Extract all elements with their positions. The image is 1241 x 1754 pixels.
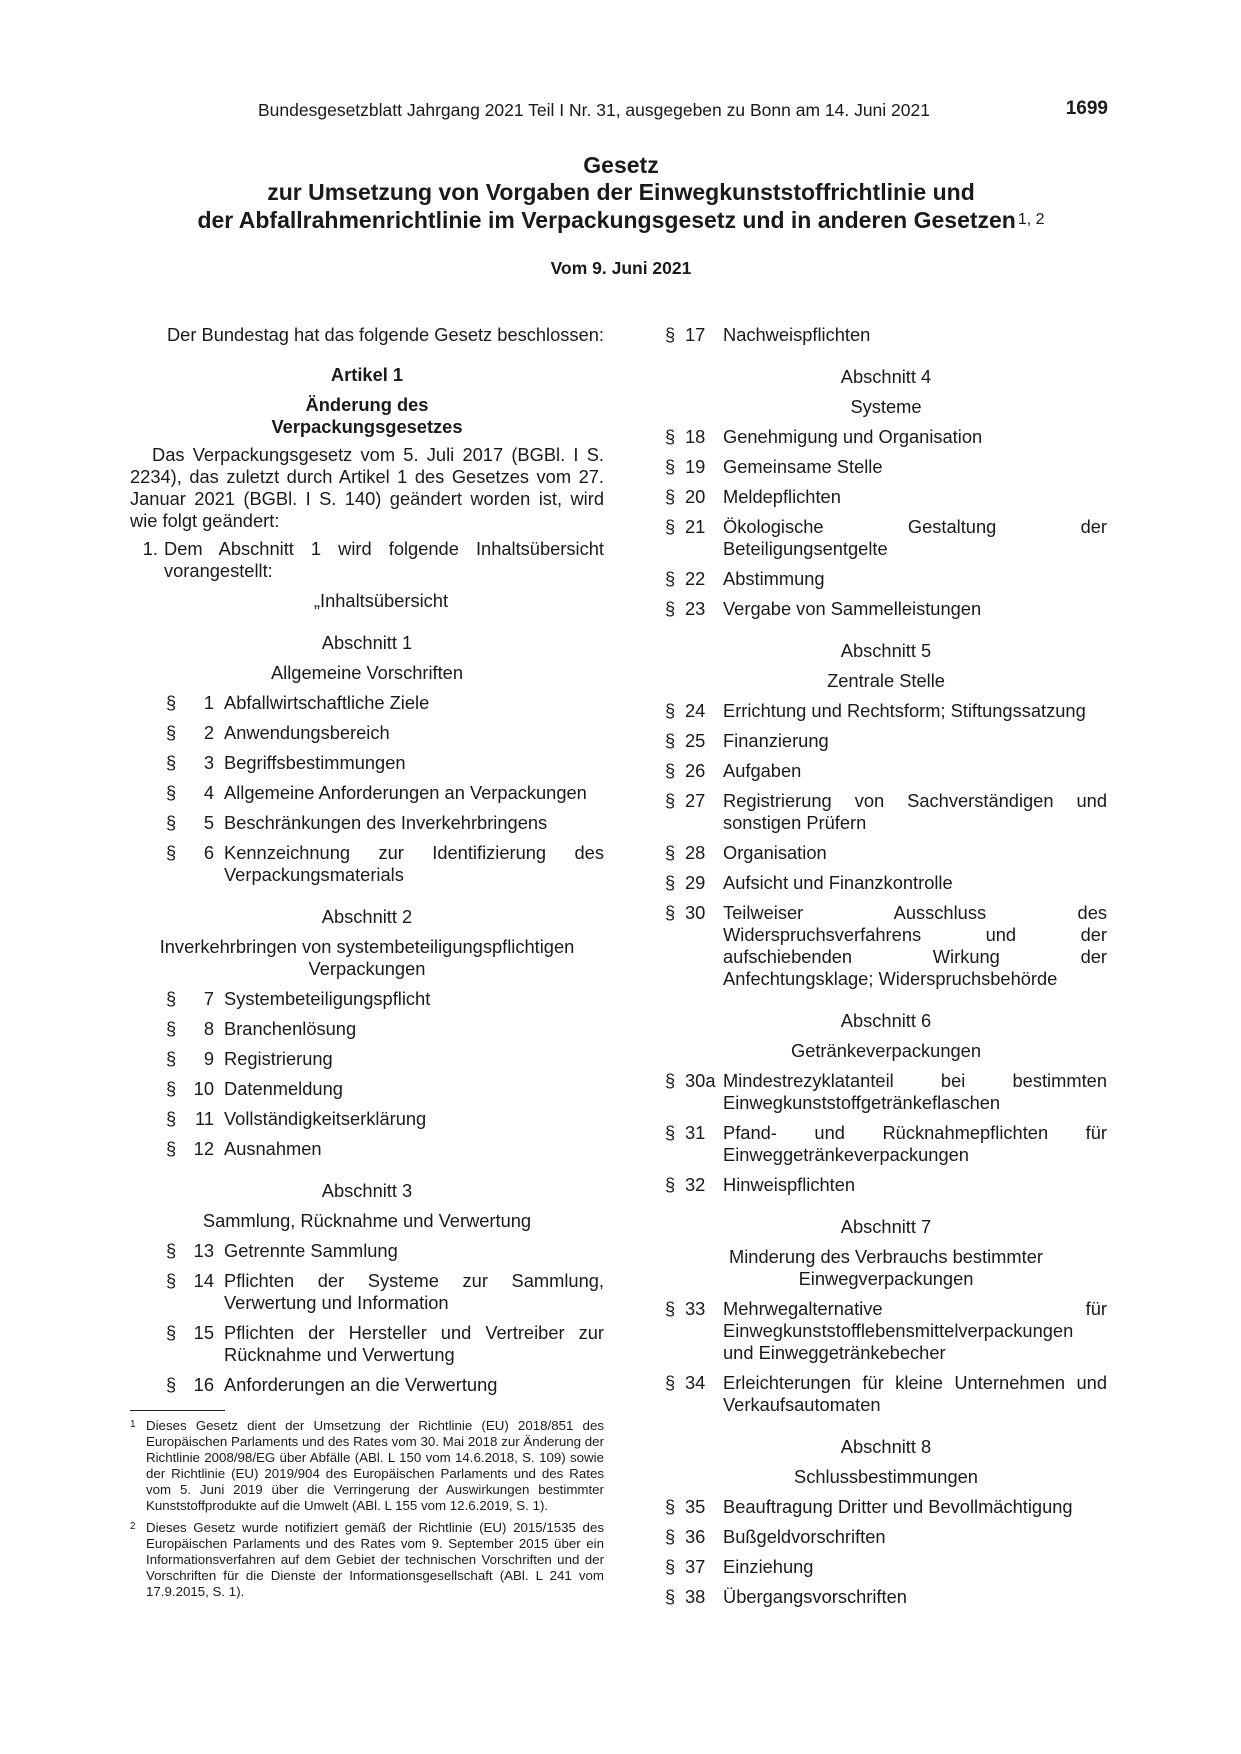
section-title: Beschränkungen des Inverkehrbringens [224,812,548,833]
section-symbol: § [665,760,676,781]
section-symbol: § [166,1240,177,1261]
section-group-label: Abschnitt 8 [840,1436,932,1457]
section-title: Ökologische Gestaltung der Beteiligungsentgelte [723,516,1107,559]
running-header [258,100,1108,126]
toc-entry [130,1138,604,1160]
section-number: 6 [203,842,214,863]
section-symbol: § [166,1108,177,1129]
section-symbol: § [166,1270,177,1291]
section-number: 14 [193,1270,214,1291]
section-number: 34 [685,1372,706,1393]
section-symbol: § [665,1122,676,1143]
toc-entry [665,1298,1107,1364]
footnote [130,1520,604,1600]
section-group-title: Allgemeine Vorschriften [270,662,464,683]
section-number: 4 [203,782,214,803]
section-symbol: § [166,1078,177,1099]
section-symbol: § [665,730,676,751]
running-head-text: Bundesgesetzblatt Jahrgang 2021 Teil I Nr. 31, ausgegeben zu Bonn am 14. Juni 2021 [258,100,930,120]
section-number: 15 [193,1322,214,1343]
section-symbol: § [166,1374,177,1395]
toc-entry [130,1018,604,1040]
section-symbol: § [665,790,676,811]
section-group-title: Minderung des Verbrauchs bestimmter Einwegverpackungen [729,1246,1043,1289]
toc-entry [665,598,1107,620]
section-title: Einziehung [723,1556,814,1577]
section-number: 21 [685,516,706,537]
section-title: Systembeteiligungspflicht [224,988,431,1009]
toc-entry [665,1122,1107,1166]
amendment-item [130,538,604,582]
toc-entry [130,722,604,744]
section-number: 30 [685,902,706,923]
toc-entry [665,1496,1107,1518]
section-number: 3 [203,752,214,773]
section-title: Aufgaben [723,760,802,781]
toc-entry [665,516,1107,560]
section-symbol: § [665,516,676,537]
toc-entry [130,842,604,886]
toc-entry [665,426,1107,448]
left-toc [130,632,604,1396]
toc-entry [665,1174,1107,1196]
section-number: 13 [193,1240,214,1261]
section-number: 35 [685,1496,706,1517]
section-group-title: Systeme [850,396,922,417]
section-symbol: § [166,692,177,713]
section-number: 29 [685,872,706,893]
footnotes [130,1418,604,1606]
section-symbol: § [166,1322,177,1343]
footnote [130,1418,604,1514]
section-symbol: § [665,1070,676,1091]
toc-entry [665,700,1107,722]
section-number: 8 [203,1018,214,1039]
section-number: 28 [685,842,706,863]
section-symbol: § [665,568,676,589]
page-number: 1699 [1065,98,1108,119]
article-paragraph: Das Verpackungsgesetz vom 5. Juli 2017 (BGBl. I S. 2234), das zuletzt durch Artikel 1 des Gesetzes vom 27. Januar 2021 (BGBl. I S. 140) geändert worden ist, wird wie folgt geändert: [130,444,604,531]
section-group-title: Schlussbestimmungen [794,1466,978,1487]
section-group-label: Abschnitt 7 [840,1216,932,1237]
section-symbol: § [665,486,676,507]
section-symbol: § [665,426,676,447]
toc-entry [665,902,1107,990]
toc-entry [665,1526,1107,1548]
section-number: 31 [685,1122,706,1143]
section-group-label: Abschnitt 3 [321,1180,413,1201]
section-title: Getrennte Sammlung [224,1240,398,1261]
section-number: 9 [203,1048,214,1069]
section-title: Datenmeldung [224,1078,343,1099]
footnote-text: Dieses Gesetz wurde notifiziert gemäß der Richtlinie (EU) 2015/1535 des Europäischen Parlaments und des Rates vom 9. September 2015 über ein Informationsverfahren auf dem Gebiet der technischen Vorschriften und der Vorschriften für die Dienste der Informationsgesellschaft (ABl. L 241 vom 17.9.2015, S. 1). [146,1520,604,1599]
section-title: Pfand- und Rücknahmepflichten für Einweggetränkeverpackungen [723,1122,1107,1165]
footnote-mark: 1 [130,1419,136,1430]
section-group-label: Abschnitt 1 [321,632,413,653]
toc-entry [665,568,1107,590]
section-title: Finanzierung [723,730,829,751]
section-symbol: § [166,988,177,1009]
section-number: 37 [685,1556,706,1577]
toc-entry [130,1374,604,1396]
section-symbol: § [665,1526,676,1547]
section-title: Pflichten der Hersteller und Vertreiber zur Rücknahme und Verwertung [224,1322,604,1365]
section-symbol: § [166,752,177,773]
section-number: 5 [203,812,214,833]
title-line-2: zur Umsetzung von Vorgaben der Einwegkunststoffrichtlinie und [267,179,975,205]
title-line-1: Gesetz [583,152,659,178]
section-group-label: Abschnitt 4 [840,366,932,387]
section-number: 26 [685,760,706,781]
section-title: Registrierung von Sachverständigen und sonstigen Prüfern [723,790,1107,833]
toc-entry [130,1108,604,1130]
section-title: Kennzeichnung zur Identifizierung des Verpackungsmaterials [224,842,604,885]
section-symbol: § [665,1174,676,1195]
section-title: Vergabe von Sammelleistungen [723,598,982,619]
section-symbol: § [665,456,676,477]
section-title: Hinweispflichten [723,1174,856,1195]
section-number: 33 [685,1298,706,1319]
section-group-label: Abschnitt 2 [321,906,413,927]
toc-entry [130,782,604,804]
section-symbol: § [665,1586,676,1607]
section-title: Erleichterungen für kleine Unternehmen und Verkaufsautomaten [723,1372,1107,1415]
section-number: 32 [685,1174,706,1195]
footnote-rule [130,1410,225,1411]
toc-heading: „Inhaltsübersicht [313,590,449,611]
toc-entry [665,324,1107,346]
section-number: 23 [685,598,706,619]
article-title [130,394,604,438]
right-column [665,324,1107,1616]
section-symbol: § [166,1138,177,1159]
section-title: Teilweiser Ausschluss des Widerspruchsverfahrens und der aufschiebenden Wirkung der Anfechtungsklage; Widerspruchsbehörde [723,902,1107,989]
amendment-item-text: Dem Abschnitt 1 wird folgende Inhaltsübersicht vorangestellt: [164,538,604,581]
section-symbol: § [166,1048,177,1069]
section-title: Ausnahmen [224,1138,322,1159]
article-title-line-1: Änderung des [305,394,429,415]
section-symbol: § [665,598,676,619]
toc-entry [130,1048,604,1070]
section-title: Anwendungsbereich [224,722,390,743]
section-number: 25 [685,730,706,751]
right-toc [665,366,1107,1608]
toc-entry [130,812,604,834]
footnote-mark: 2 [130,1521,136,1532]
toc-entry [130,1270,604,1314]
section-title: Übergangsvorschriften [723,1586,907,1607]
section-number: 38 [685,1586,706,1607]
section-title: Bußgeldvorschriften [723,1526,886,1547]
law-title [80,152,1162,234]
section-title: Genehmigung und Organisation [723,426,983,447]
section-number: 20 [685,486,706,507]
amendment-item-number: 1. [142,538,158,559]
toc-entry [130,988,604,1010]
section-symbol: § [166,1018,177,1039]
section-symbol: § [665,902,676,923]
section-title: Aufsicht und Finanzkontrolle [723,872,953,893]
section-group-title: Getränkeverpackungen [790,1040,982,1061]
section-title: Vollständigkeitserklärung [224,1108,427,1129]
section-title: Branchenlösung [224,1018,357,1039]
section-title: Beauftragung Dritter und Bevollmächtigung [723,1496,1073,1517]
section-title: Mindestrezyklatanteil bei bestimmten Einwegkunststoffgetränkeflaschen [723,1070,1107,1113]
section-number: 22 [685,568,706,589]
section-number: 12 [193,1138,214,1159]
toc-entry [665,1586,1107,1608]
section-group-title: Zentrale Stelle [827,670,945,691]
section-number: 10 [193,1078,214,1099]
toc-entry [665,1556,1107,1578]
section-number: 17 [685,324,706,345]
law-date: Vom 9. Juni 2021 [550,258,692,278]
toc-entry [130,1240,604,1262]
enacting-clause: Der Bundestag hat das folgende Gesetz beschlossen: [166,324,604,345]
toc-entry [665,790,1107,834]
section-group-label: Abschnitt 6 [840,1010,932,1031]
section-symbol: § [665,872,676,893]
section-number: 36 [685,1526,706,1547]
article-title-line-2: Verpackungsgesetzes [271,416,463,437]
section-title: Registrierung [224,1048,333,1069]
section-number: 2 [203,722,214,743]
section-symbol: § [166,722,177,743]
section-title: Abstimmung [723,568,825,589]
toc-entry [130,692,604,714]
section-symbol: § [665,1298,676,1319]
section-symbol: § [665,1372,676,1393]
article-heading: Artikel 1 [330,364,404,385]
section-number: 7 [203,988,214,1009]
section-title: Pflichten der Systeme zur Sammlung, Verwertung und Information [224,1270,604,1313]
toc-entry [665,486,1107,508]
section-number: 19 [685,456,706,477]
toc-entry [130,1078,604,1100]
toc-entry [130,1322,604,1366]
toc-entry [665,1372,1107,1416]
section-title: Meldepflichten [723,486,841,507]
section-title: Allgemeine Anforderungen an Verpackungen [224,782,587,803]
section-title: Gemeinsame Stelle [723,456,883,477]
section-group-title: Inverkehrbringen von systembeteiligungspflichtigen Verpackungen [159,936,575,979]
section-symbol: § [166,842,177,863]
section-number: 30a [685,1070,716,1091]
toc-entry [665,760,1107,782]
section-symbol: § [166,782,177,803]
section-title: Begriffsbestimmungen [224,752,406,773]
title-line-3-text: der Abfallrahmenrichtlinie im Verpackungsgesetz und in anderen Gesetzen [197,207,1016,233]
section-symbol: § [665,324,676,345]
section-number: 27 [685,790,706,811]
section-title: Nachweispflichten [723,324,871,345]
section-number: 16 [193,1374,214,1395]
toc-entry [665,842,1107,864]
left-column [130,324,604,1404]
section-number: 18 [685,426,706,447]
section-symbol: § [665,1556,676,1577]
toc-entry [665,1070,1107,1114]
section-title: Errichtung und Rechtsform; Stiftungssatzung [723,700,1086,721]
section-symbol: § [665,1496,676,1517]
toc-entry [665,456,1107,478]
section-title: Organisation [723,842,827,863]
section-title: Anforderungen an die Verwertung [224,1374,498,1395]
section-number: 24 [685,700,706,721]
footnote-text: Dieses Gesetz dient der Umsetzung der Richtlinie (EU) 2018/851 des Europäischen Parlaments und des Rates vom 30. Mai 2018 zur Änderung der Richtlinie 2008/98/EG über Abfälle (ABl. L 150 vom 14.6.2018, S. 109) sowie der Richtlinie (EU) 2019/904 des Europäischen Parlaments und des Rates vom 5. Juni 2019 über die Verringerung der Auswirkungen bestimmter Kunststoffprodukte auf die Umwelt (ABl. L 155 vom 12.6.2019, S. 1). [146,1418,604,1513]
toc-entry [130,752,604,774]
title-line-3 [80,206,1162,234]
section-symbol: § [665,700,676,721]
section-symbol: § [665,842,676,863]
toc-entry [665,872,1107,894]
section-group-label: Abschnitt 5 [840,640,932,661]
section-number: 1 [203,692,214,713]
section-symbol: § [166,812,177,833]
section-group-title: Sammlung, Rücknahme und Verwertung [202,1210,532,1231]
title-footnote-refs: 1, 2 [1017,211,1045,228]
toc-entry [665,730,1107,752]
section-title: Mehrwegalternative für Einwegkunststofflebensmittelverpackungen und Einweggetränkebecher [723,1298,1107,1363]
section-title: Abfallwirtschaftliche Ziele [224,692,430,713]
section-number: 11 [195,1108,214,1129]
